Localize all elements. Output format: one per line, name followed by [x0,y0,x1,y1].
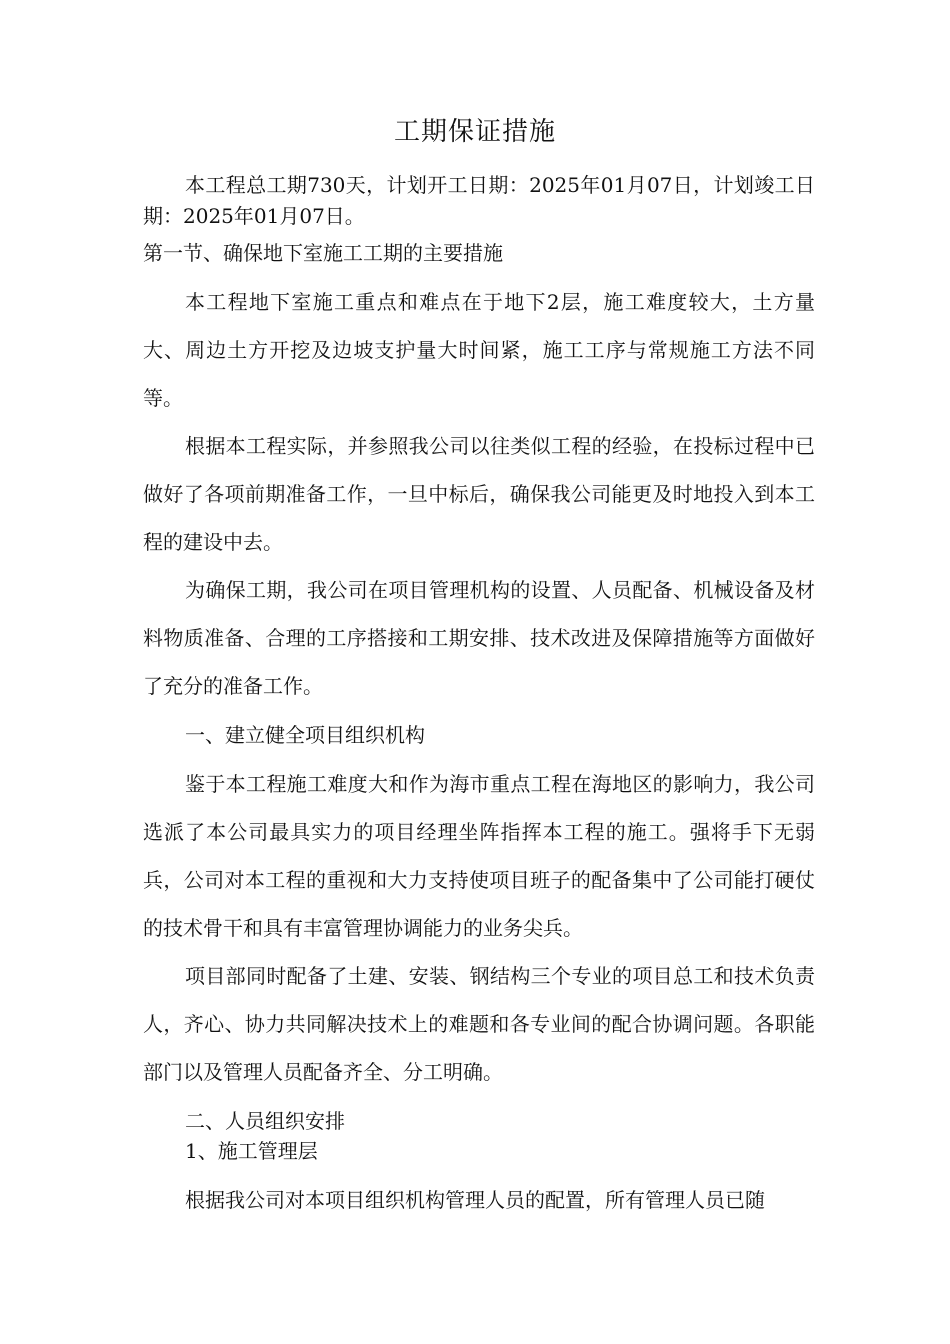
subsection-heading-2-1: 1、施工管理层 [185,1139,318,1163]
subsection-heading-1: 一、建立健全项目组织机构 [185,723,425,747]
paragraph-project-manager: 鉴于本工程施工难度大和作为海市重点工程在海地区的影响力，我公司选派了本公司最具实力的项目经理坐阵指挥本工程的施工。强将手下无弱兵，公司对本工程的重视和大力支持使项目班子的配备集中了公司能打硬仗的技术骨干和具有丰富管理协调能力的业务尖兵。 [143,772,815,940]
subsection-heading-2: 二、人员组织安排 [185,1109,345,1133]
paragraph-preparation: 根据本工程实际，并参照我公司以往类似工程的经验，在投标过程中已做好了各项前期准备工作，一旦中标后，确保我公司能更及时地投入到本工程的建设中去。 [143,434,815,554]
paragraph-schedule: 本工程总工期730天，计划开工日期：2025年01月07日，计划竣工日期：2025年01月07日。 [143,173,815,228]
paragraph-project-department: 项目部同时配备了土建、安装、钢结构三个专业的项目总工和技术负责人，齐心、协力共同解决技术上的难题和各专业间的配合协调问题。各职能部门以及管理人员配备齐全、分工明确。 [143,964,815,1084]
section-heading-1: 第一节、确保地下室施工工期的主要措施 [143,241,503,265]
document-title: 工期保证措施 [393,117,556,147]
paragraph-ensure-schedule: 为确保工期，我公司在项目管理机构的设置、人员配备、机械设备及材料物质准备、合理的工序搭接和工期安排、技术改进及保障措施等方面做好了充分的准备工作。 [143,578,815,698]
paragraph-staff-allocation: 根据我公司对本项目组织机构管理人员的配置，所有管理人员已随 [185,1188,765,1212]
paragraph-basement-difficulty: 本工程地下室施工重点和难点在于地下2层，施工难度较大，土方量大、周边土方开挖及边坡支护量大时间紧，施工工序与常规施工方法不同等。 [143,290,815,410]
